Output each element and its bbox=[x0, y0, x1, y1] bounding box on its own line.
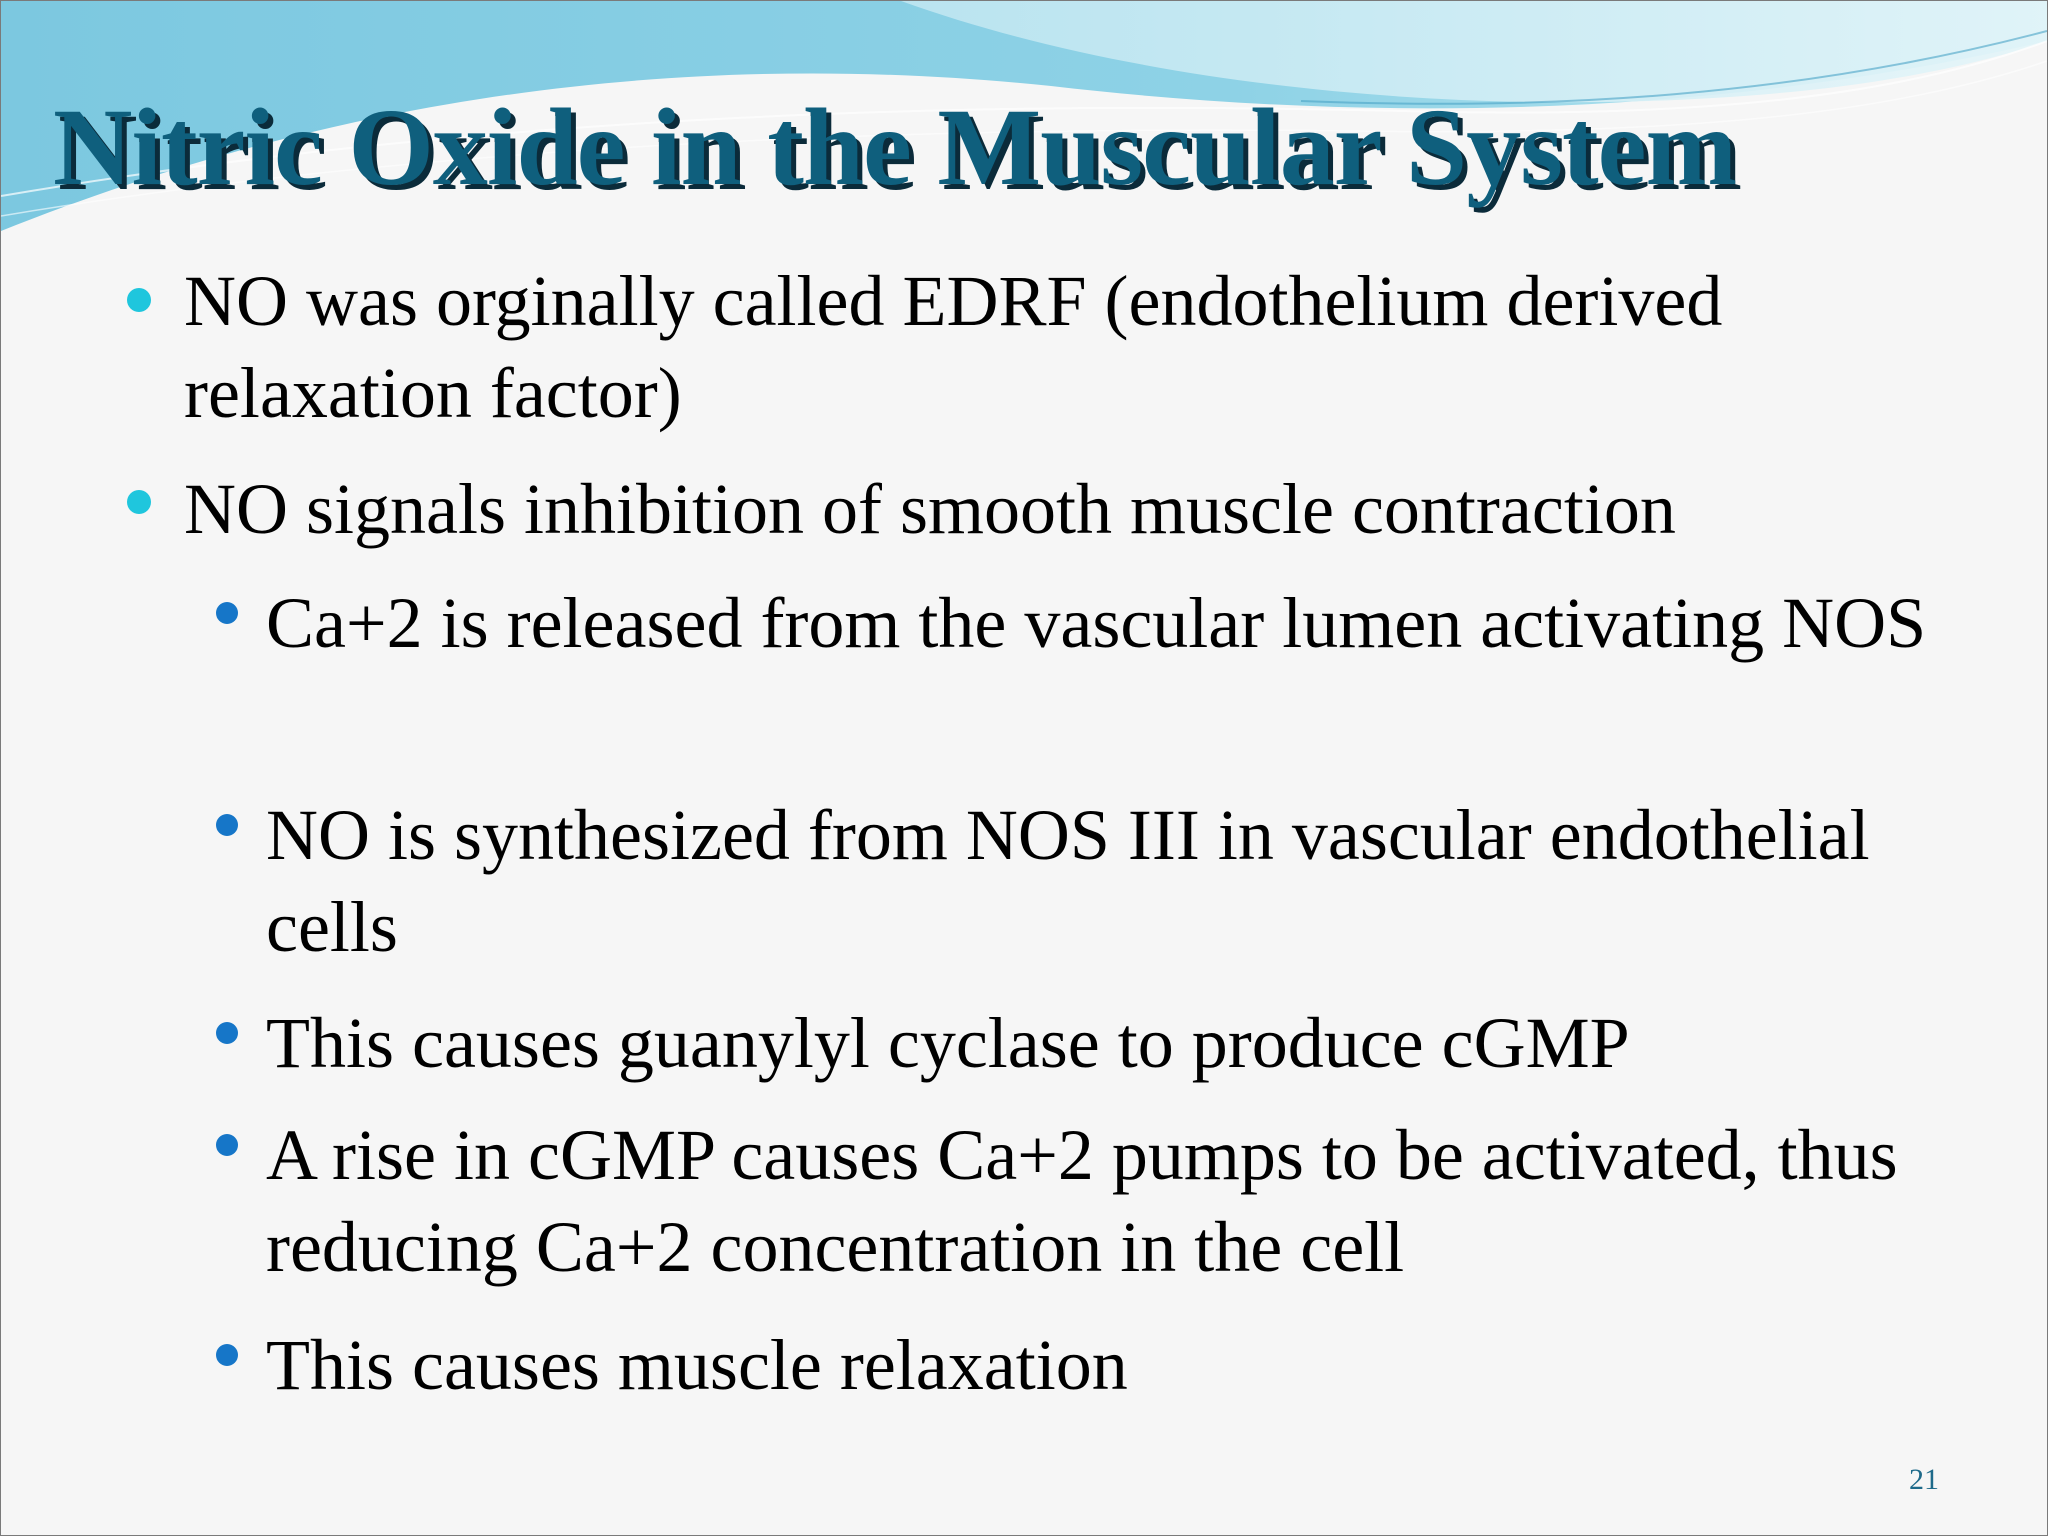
sub-bullet-dot bbox=[216, 1344, 238, 1366]
slide-title: Nitric Oxide in the Muscular System bbox=[53, 86, 1737, 208]
sub-bullet-dot bbox=[216, 814, 238, 836]
page-number: 21 bbox=[1909, 1463, 1939, 1496]
sub-bullet-text: This causes muscle relaxation bbox=[266, 1325, 1128, 1405]
sub-bullet-text: Ca+2 is released from the vascular lumen activating NOS bbox=[266, 583, 1927, 663]
sub-bullet-text: This causes guanylyl cyclase to produce cGMP bbox=[266, 1003, 1630, 1083]
sub-bullet-dot bbox=[216, 1022, 238, 1044]
bullet-text: NO was orginally called EDRF (endothelium derived relaxation factor) bbox=[184, 261, 1723, 433]
bullet-dot-level1 bbox=[127, 288, 151, 312]
sub-bullet-dot bbox=[216, 602, 238, 624]
sub-bullet-text: A rise in cGMP causes Ca+2 pumps to be activated, thus reducing Ca+2 concentration in the cell bbox=[266, 1115, 1898, 1287]
bullet-text: NO signals inhibition of smooth muscle contraction bbox=[184, 469, 1676, 549]
bullet-dot-level1 bbox=[127, 490, 151, 514]
sub-bullet-text: NO is synthesized from NOS III in vascular endothelial cells bbox=[266, 795, 1870, 967]
sub-bullet-dot bbox=[216, 1134, 238, 1156]
